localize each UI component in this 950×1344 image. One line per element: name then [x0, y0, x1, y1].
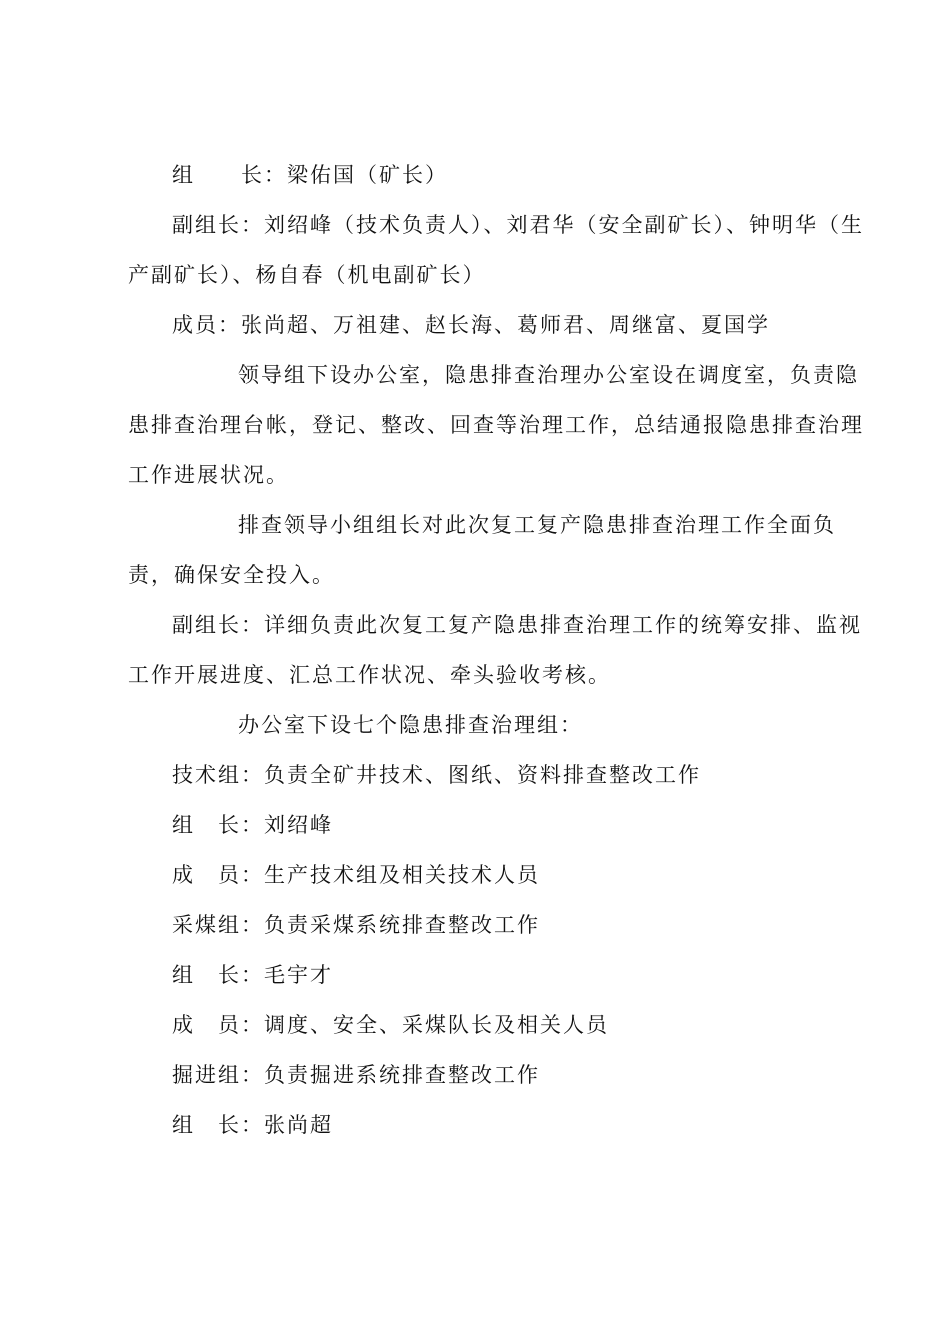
- mining-group-leader: 组 长：毛宇才: [172, 963, 333, 987]
- deputy-leaders-line-cont: 产副矿长）、杨自春（机电副矿长）: [128, 263, 486, 287]
- members-line: 成员：张尚超、万祖建、赵长海、葛师君、周继富、夏国学: [172, 313, 770, 337]
- tunneling-group-line: 掘进组：负责掘进系统排查整改工作: [172, 1063, 540, 1087]
- office-paragraph-line-1: 领导组下设办公室，隐患排查治理办公室设在调度室，负责隐: [238, 363, 859, 387]
- office-paragraph-line-2: 患排查治理台帐，登记、整改、回查等治理工作，总结通报隐患排查治理: [128, 413, 864, 437]
- mining-group-members: 成 员：调度、安全、采煤队长及相关人员: [172, 1013, 609, 1037]
- tunneling-group-leader: 组 长：张尚超: [172, 1113, 333, 1137]
- mining-group-line: 采煤组：负责采煤系统排查整改工作: [172, 913, 540, 937]
- team-leader-line: 组 长：梁佑国（矿长）: [172, 163, 448, 187]
- tech-group-members: 成 员：生产技术组及相关技术人员: [172, 863, 540, 887]
- office-paragraph-line-3: 工作进展状况。: [128, 463, 289, 487]
- tech-group-leader: 组 长：刘绍峰: [172, 813, 333, 837]
- document-body: [128, 150, 864, 1150]
- deputy-leaders-line: 副组长：刘绍峰（技术负责人）、刘君华（安全副矿长）、钟明华（生: [172, 213, 864, 237]
- deputy-duty-line-1: 副组长：详细负责此次复工复产隐患排查治理工作的统筹安排、监视: [172, 613, 862, 637]
- leader-duty-line-1: 排查领导小组组长对此次复工复产隐患排查治理工作全面负: [238, 513, 836, 537]
- leader-duty-line-2: 责，确保安全投入。: [128, 563, 335, 587]
- deputy-duty-line-2: 工作开展进度、汇总工作状况、牵头验收考核。: [128, 663, 611, 687]
- office-groups-intro: 办公室下设七个隐患排查治理组：: [238, 713, 583, 737]
- tech-group-line: 技术组：负责全矿井技术、图纸、资料排查整改工作: [172, 763, 701, 787]
